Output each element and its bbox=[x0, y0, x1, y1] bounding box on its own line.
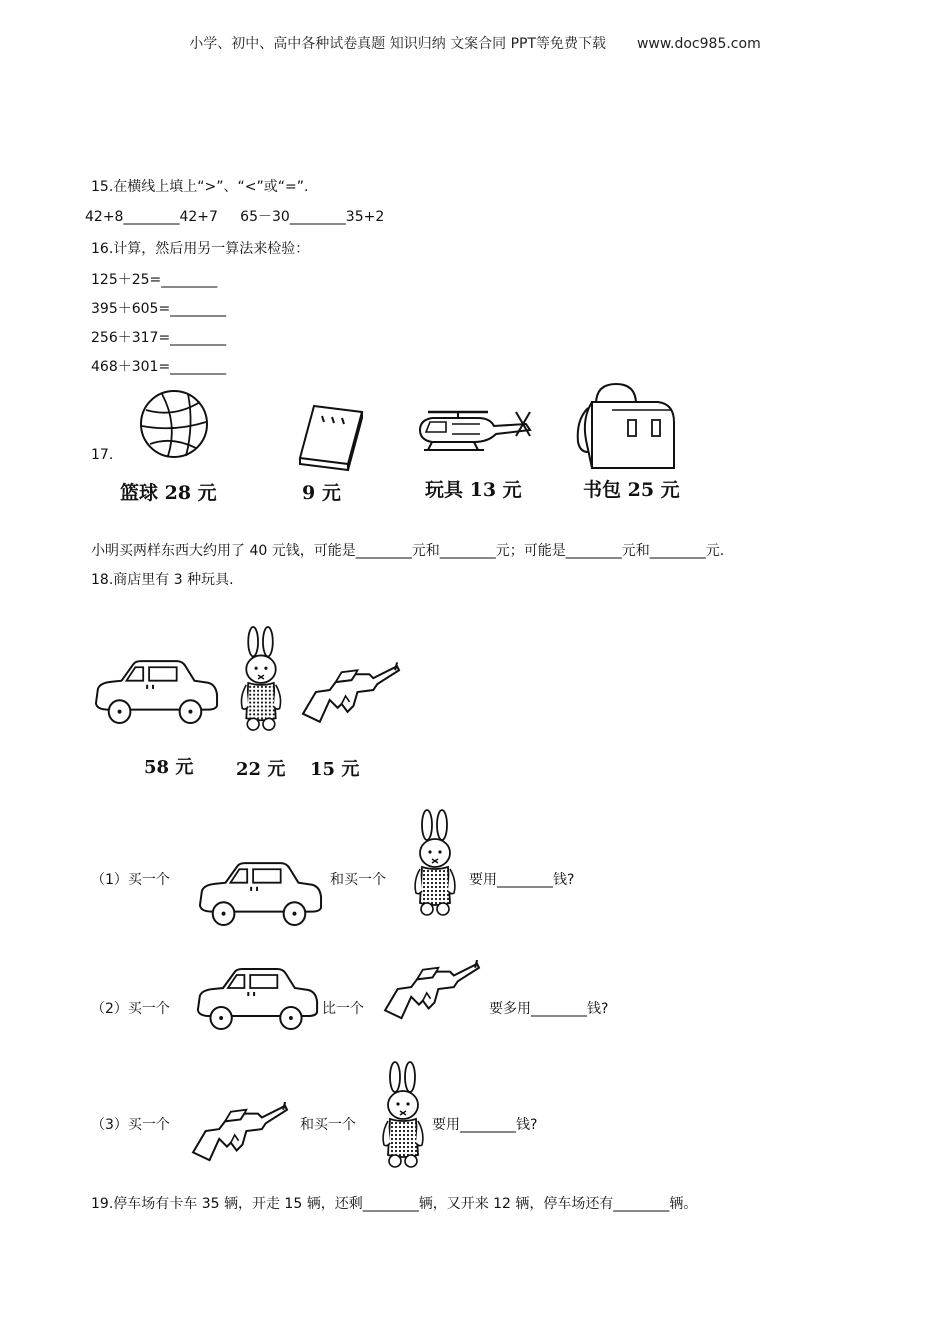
q16-item: 395＋605=________ bbox=[91, 301, 227, 317]
q18-sub3-c: 要用________钱? bbox=[432, 1117, 538, 1133]
basketball-image bbox=[138, 388, 210, 460]
q18-sub1-b: 和买一个 bbox=[330, 872, 386, 888]
header-url[interactable]: www.doc985.com bbox=[636, 36, 761, 52]
q18-sub1-a: （1）买一个 bbox=[91, 872, 170, 888]
car-price: 58 元 bbox=[144, 757, 194, 778]
q18-sub3-a: （3）买一个 bbox=[91, 1117, 170, 1133]
notebook-image bbox=[296, 402, 364, 470]
car-icon bbox=[194, 966, 320, 1030]
toy-caption: 玩具 13 元 bbox=[425, 479, 522, 501]
basketball-caption: 篮球 28 元 bbox=[120, 482, 217, 504]
helicopter-toy-image bbox=[418, 404, 533, 452]
q17-number: 17. bbox=[91, 447, 114, 463]
q19-text: 19.停车场有卡车 35 辆，开走 15 辆，还剩________辆，又开来 12 辆，停车场还有________辆。 bbox=[91, 1196, 698, 1212]
header-text: 小学、初中、高中各种试卷真题 知识归纳 文案合同 PPT等免费下载 bbox=[189, 36, 607, 52]
q18-sub2-b: 比一个 bbox=[322, 1001, 364, 1017]
q18-sub2-a: （2）买一个 bbox=[91, 1001, 170, 1017]
toy-rabbit-image bbox=[236, 626, 286, 734]
q18-title: 18.商店里有 3 种玩具. bbox=[91, 572, 234, 588]
toy-gun-image bbox=[300, 662, 404, 726]
q17-question: 小明买两样东西大约用了 40 元钱，可能是________元和________元；可能是________元和________元. bbox=[91, 543, 725, 559]
rabbit-price: 22 元 bbox=[236, 759, 286, 780]
q16-item: 468＋301=________ bbox=[91, 359, 227, 375]
notebook-caption: 9 元 bbox=[302, 482, 341, 504]
q16-title: 16.计算，然后用另一算法来检验： bbox=[91, 241, 310, 257]
rabbit-icon bbox=[378, 1060, 428, 1172]
site-header bbox=[0, 33, 950, 53]
q16-item: 256＋317=________ bbox=[91, 330, 227, 346]
gun-price: 15 元 bbox=[310, 759, 360, 780]
q16-item: 125＋25=________ bbox=[91, 272, 218, 288]
gun-icon bbox=[382, 960, 484, 1022]
car-icon bbox=[196, 860, 324, 926]
q18-sub3-b: 和买一个 bbox=[300, 1117, 356, 1133]
q18-sub1-c: 要用________钱? bbox=[469, 872, 575, 888]
gun-icon bbox=[190, 1102, 292, 1164]
toy-car-image bbox=[92, 658, 220, 724]
q15-row: 42+8________42+7 65－30________35+2 bbox=[85, 209, 385, 225]
schoolbag-image bbox=[572, 380, 682, 472]
schoolbag-caption: 书包 25 元 bbox=[583, 479, 680, 501]
q15-title: 15.在横线上填上“>”、“<”或“=”. bbox=[91, 179, 309, 195]
q18-sub2-c: 要多用________钱? bbox=[489, 1001, 609, 1017]
rabbit-icon bbox=[410, 808, 460, 920]
